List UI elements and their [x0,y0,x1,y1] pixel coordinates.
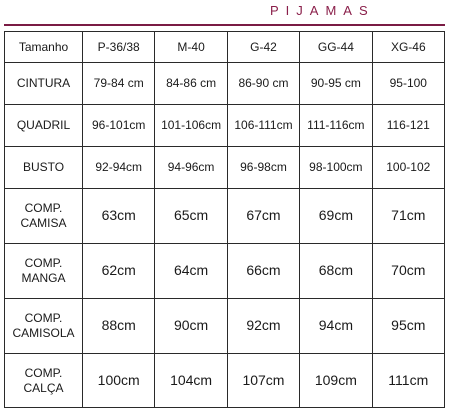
table-cell: 100-102 [372,147,444,189]
table-cell: 106-111cm [227,105,299,147]
table-row [5,189,445,244]
table-cell: 95cm [372,299,444,354]
row-label: BUSTO [5,147,83,189]
table-cell: 98-100cm [300,147,372,189]
table-cell: 92-94cm [83,147,155,189]
table-row [5,244,445,299]
table-cell: 67cm [227,189,299,244]
row-label-line: COMP. [24,201,63,215]
table-cell: 90cm [155,299,227,354]
table-cell: 68cm [300,244,372,299]
row-label-line: COMP. [24,365,63,380]
table-row [5,105,445,147]
table-cell: 90-95 cm [300,63,372,105]
table-cell: 107cm [227,354,299,408]
table-row [5,354,445,408]
column-header: GG-44 [300,32,372,63]
column-header: M-40 [155,32,227,63]
row-label [5,354,83,408]
table-cell: 100cm [83,354,155,408]
table-cell: 71cm [372,189,444,244]
row-label-line: COMP. [24,311,63,325]
row-label [5,299,83,354]
table-cell: 104cm [155,354,227,408]
table-cell: 116-121 [372,105,444,147]
column-header: XG-46 [372,32,444,63]
row-label-line: MANGA [21,271,66,285]
table-cell: 96-101cm [83,105,155,147]
table-cell: 63cm [83,189,155,244]
table-row [5,63,445,105]
column-header: P-36/38 [83,32,155,63]
table-header-row [5,32,445,63]
header-divider [4,24,445,26]
column-header: G-42 [227,32,299,63]
page-title: PIJAMAS [270,3,375,18]
table-row [5,299,445,354]
row-label-line: CALÇA [23,380,64,395]
column-header: Tamanho [5,32,83,63]
table-cell: 69cm [300,189,372,244]
table-cell: 101-106cm [155,105,227,147]
row-label: QUADRIL [5,105,83,147]
table-cell: 66cm [227,244,299,299]
table-cell: 92cm [227,299,299,354]
table-cell: 62cm [83,244,155,299]
table-cell: 95-100 [372,63,444,105]
table-cell: 111cm [372,354,444,408]
table-cell: 70cm [372,244,444,299]
table-cell: 94cm [300,299,372,354]
table-cell: 94-96cm [155,147,227,189]
row-label-line: CAMISA [20,216,67,230]
row-label: CINTURA [5,63,83,105]
table-cell: 109cm [300,354,372,408]
table-cell: 86-90 cm [227,63,299,105]
table-row [5,147,445,189]
size-chart-table [4,31,445,408]
table-cell: 88cm [83,299,155,354]
row-label-line: COMP. [24,256,63,270]
row-label [5,244,83,299]
table-cell: 96-98cm [227,147,299,189]
row-label-line: CAMISOLA [12,326,75,340]
row-label [5,189,83,244]
table-cell: 64cm [155,244,227,299]
table-cell: 84-86 cm [155,63,227,105]
table-cell: 79-84 cm [83,63,155,105]
table-cell: 65cm [155,189,227,244]
table-cell: 111-116cm [300,105,372,147]
